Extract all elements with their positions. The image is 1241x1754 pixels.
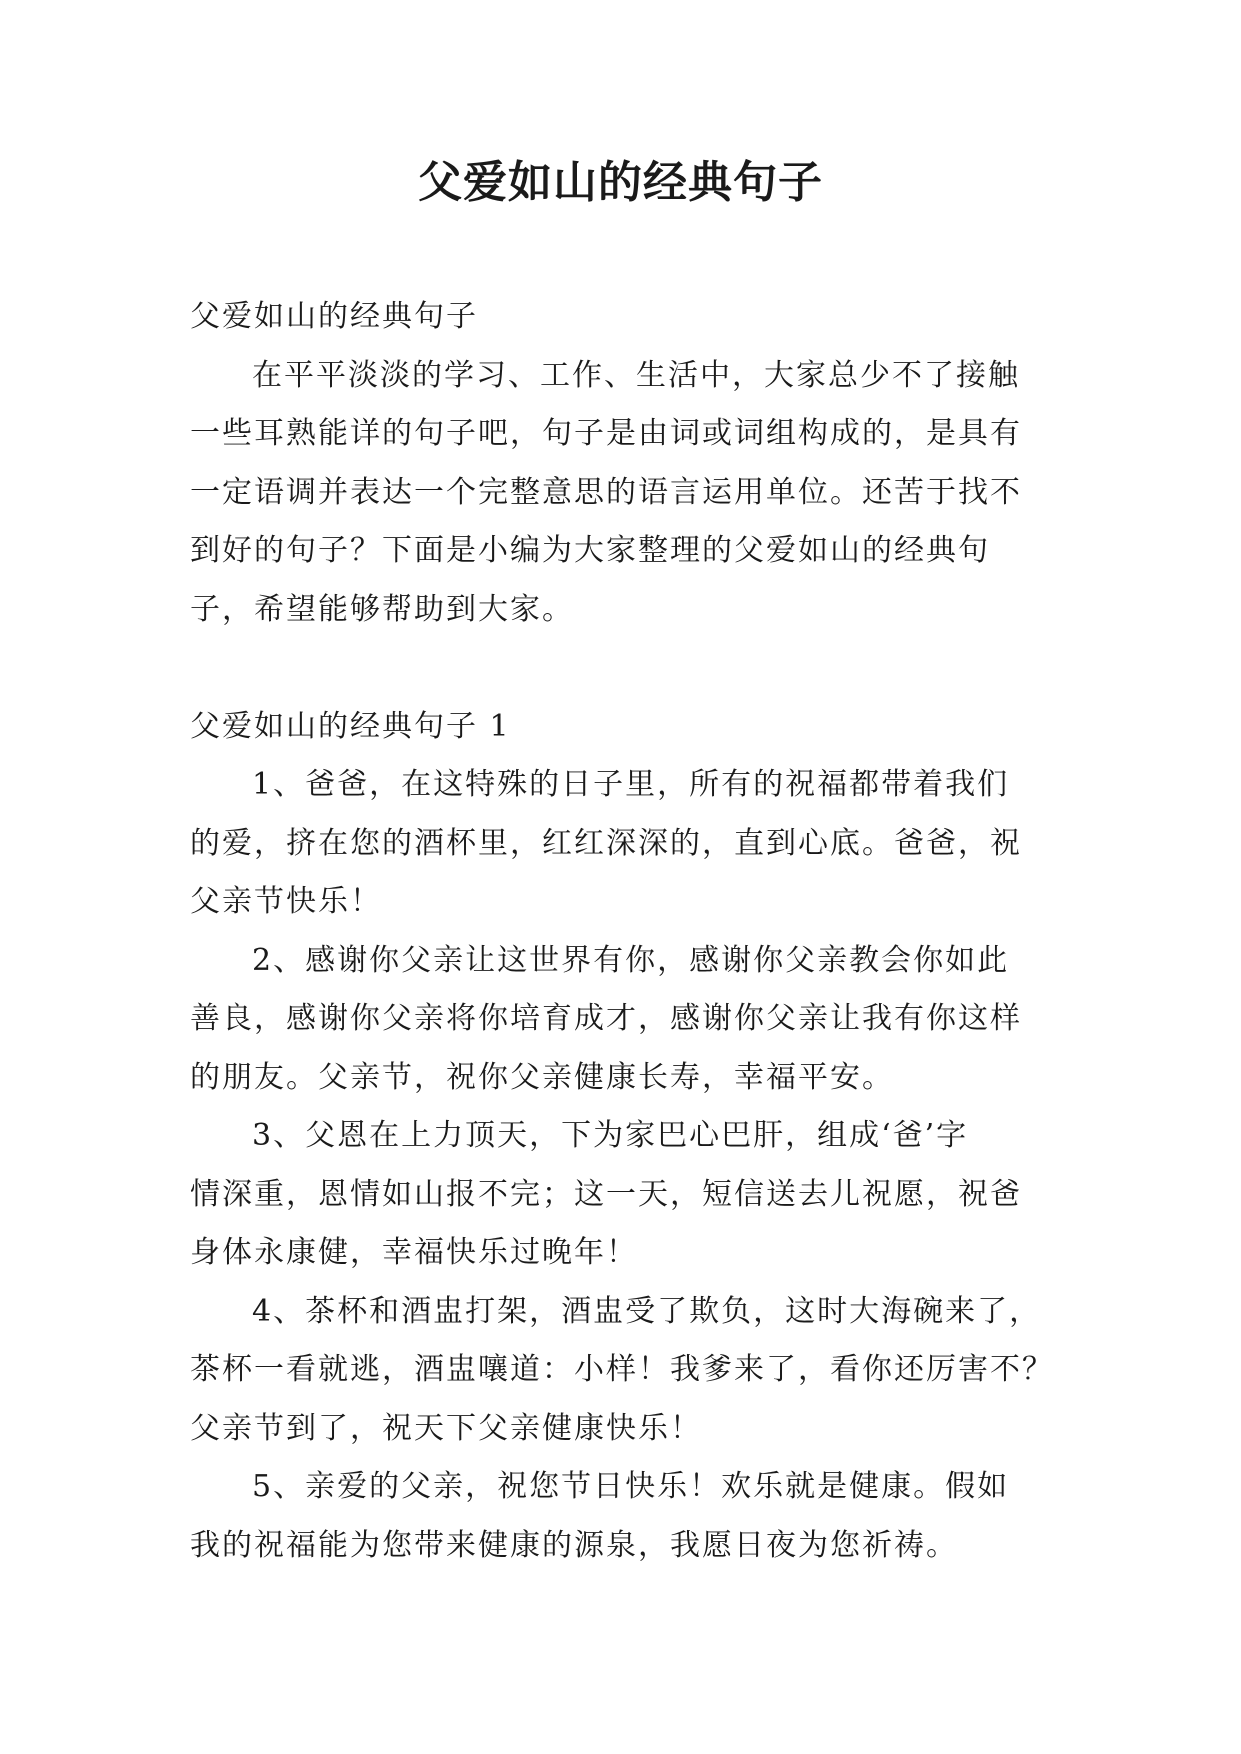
- quote-item-2: [190, 932, 1060, 1108]
- quote-line: 我的祝福能为您带来健康的源泉，我愿日夜为您祈祷。: [190, 1527, 958, 1563]
- quote-item-1: [190, 756, 1060, 932]
- intro-paragraph: [190, 347, 1060, 640]
- quote-item-4: [190, 1283, 1060, 1459]
- section-heading: 父爱如山的经典句子 1: [190, 708, 511, 744]
- document-title: 父爱如山的经典句子: [418, 157, 823, 208]
- intro-line: 到好的句子？下面是小编为大家整理的父爱如山的经典句: [190, 533, 990, 568]
- intro-line: 一定语调并表达一个完整意思的语言运用单位。还苦于找不: [190, 474, 1022, 510]
- quote-line: 5、亲爱的父亲，祝您节日快乐！欢乐就是健康。假如: [252, 1469, 1010, 1504]
- intro-line: 一些耳熟能详的句子吧，句子是由词或词组构成的，是具有: [190, 416, 1022, 451]
- quote-line: 1、爸爸，在这特殊的日子里，所有的祝福都带着我们: [252, 767, 1010, 802]
- intro-heading: 父爱如山的经典句子: [190, 299, 478, 334]
- intro-line: 在平平淡淡的学习、工作、生活中，大家总少不了接触: [252, 357, 1020, 393]
- quote-item-5: [190, 1458, 1060, 1575]
- quote-line: 父亲节快乐！: [190, 884, 382, 919]
- quote-line: 善良，感谢你父亲将你培育成才，感谢你父亲让我有你这样: [190, 1001, 1022, 1036]
- quote-item-3: [190, 1107, 1060, 1283]
- document-body: [190, 288, 1060, 1575]
- quote-line: 的朋友。父亲节，祝你父亲健康长寿，幸福平安。: [190, 1059, 894, 1095]
- intro-line: 子，希望能够帮助到大家。: [190, 591, 574, 627]
- quote-line: 的爱，挤在您的酒杯里，红红深深的，直到心底。爸爸，祝: [190, 825, 1022, 861]
- quote-line: 4、茶杯和酒盅打架，酒盅受了欺负，这时大海碗来了，: [252, 1293, 1042, 1329]
- quote-line: 3、父恩在上力顶天，下为家巴心巴肝，组成‘爸’字: [252, 1118, 969, 1153]
- quote-line: 2、感谢你父亲让这世界有你，感谢你父亲教会你如此: [252, 942, 1010, 978]
- quote-line: 情深重，恩情如山报不完；这一天，短信送去儿祝愿，祝爸: [190, 1176, 1022, 1212]
- paragraph-spacer: [190, 639, 1060, 698]
- quote-line: 茶杯一看就逃，酒盅嚷道：小样！我爹来了，看你还厉害不？: [190, 1352, 1054, 1387]
- quote-line: 身体永康健，幸福快乐过晚年！: [190, 1235, 638, 1270]
- quote-line: 父亲节到了，祝天下父亲健康快乐！: [190, 1410, 702, 1446]
